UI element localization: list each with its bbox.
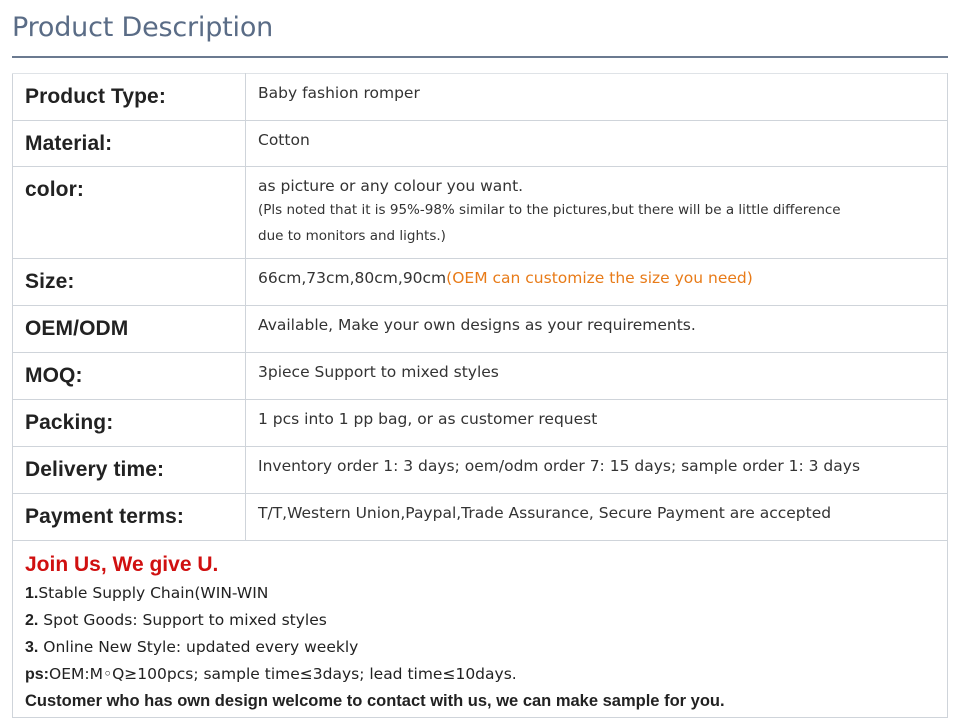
join-item-number: ps: xyxy=(25,666,49,683)
spec-value-color xyxy=(246,167,948,259)
table-row xyxy=(13,494,948,541)
spec-label-packing: Packing: xyxy=(13,400,246,447)
table-row xyxy=(13,167,948,259)
join-item-text: OEM:M◦Q≥100pcs; sample time≤3days; lead time≤10days. xyxy=(49,665,517,683)
join-item-number: 2. xyxy=(25,612,39,629)
join-us-section xyxy=(13,541,948,718)
spec-label-color: color: xyxy=(13,167,246,259)
join-us-title: Join Us, We give U. xyxy=(25,553,219,576)
join-item xyxy=(25,607,947,634)
color-note-line-1: (Pls noted that it is 95%-98% similar to the pictures,but there will be a little difference xyxy=(258,202,841,218)
table-row xyxy=(13,353,948,400)
color-value-text: as picture or any colour you want. xyxy=(258,177,524,195)
join-closing-statement: Customer who has own design welcome to contact with us, we can make sample for you. xyxy=(25,692,725,710)
join-item xyxy=(25,580,947,607)
spec-label-material: Material: xyxy=(13,121,246,167)
spec-value-size xyxy=(246,259,948,306)
spec-value-material: Cotton xyxy=(246,121,948,167)
spec-value-payment-terms: T/T,Western Union,Paypal,Trade Assurance, Secure Payment are accepted xyxy=(246,494,948,541)
spec-value-oem-odm: Available, Make your own designs as your requirements. xyxy=(246,306,948,353)
join-item-number: 3. xyxy=(25,639,39,656)
spec-label-product-type: Product Type: xyxy=(13,74,246,121)
size-values: 66cm,73cm,80cm,90cm xyxy=(258,269,447,287)
join-item-text: Online New Style: updated every weekly xyxy=(38,638,359,656)
table-row xyxy=(13,447,948,494)
spec-label-delivery-time: Delivery time: xyxy=(13,447,246,494)
spec-label-oem-odm: OEM/ODM xyxy=(13,306,246,353)
join-item xyxy=(25,634,947,661)
spec-value-moq: 3piece Support to mixed styles xyxy=(246,353,948,400)
table-row xyxy=(13,121,948,167)
spec-label-moq: MOQ: xyxy=(13,353,246,400)
join-item-text: Spot Goods: Support to mixed styles xyxy=(38,611,327,629)
join-item-number: 1. xyxy=(25,585,39,602)
join-row xyxy=(13,541,948,718)
spec-label-size: Size: xyxy=(13,259,246,306)
join-item xyxy=(25,661,947,688)
spec-label-payment-terms: Payment terms: xyxy=(13,494,246,541)
page-title: Product Description xyxy=(12,12,274,43)
spec-value-delivery-time: Inventory order 1: 3 days; oem/odm order 7: 15 days; sample order 1: 3 days xyxy=(246,447,948,494)
color-note-line-2: due to monitors and lights.) xyxy=(258,228,446,244)
spec-table xyxy=(12,73,948,718)
join-item-text: Stable Supply Chain(WIN-WIN xyxy=(38,584,269,602)
table-row xyxy=(13,400,948,447)
table-row xyxy=(13,306,948,353)
spec-value-product-type: Baby fashion romper xyxy=(246,74,948,121)
table-row xyxy=(13,74,948,121)
spec-value-packing: 1 pcs into 1 pp bag, or as customer request xyxy=(246,400,948,447)
table-row xyxy=(13,259,948,306)
size-oem-highlight: (OEM can customize the size you need) xyxy=(446,269,753,287)
section-header xyxy=(12,10,948,58)
